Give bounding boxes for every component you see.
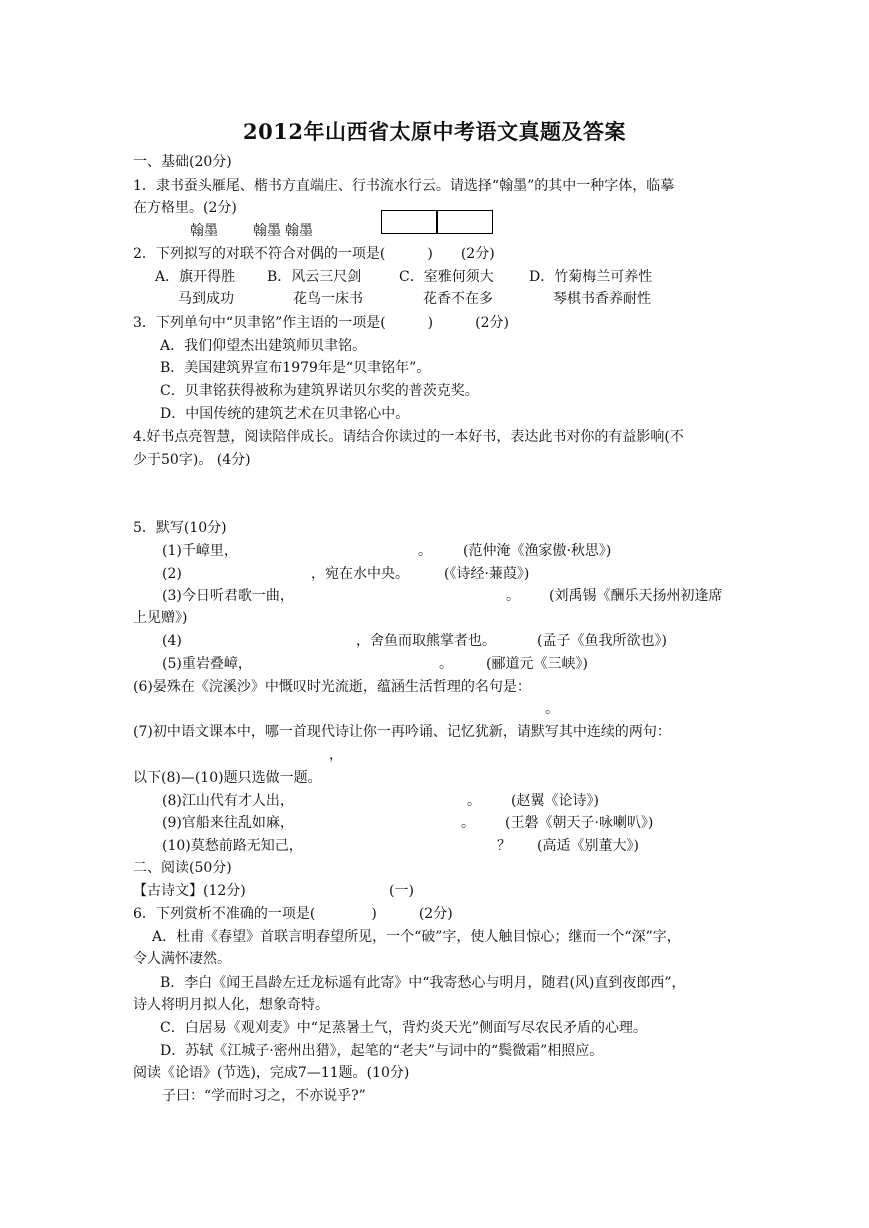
fill-blank-line: ，宛在水中央。	[311, 566, 409, 582]
fill-blank-line: 。	[506, 588, 520, 604]
fill-blank-line: (2)	[162, 566, 182, 582]
question-text: 3．下列单句中“贝聿铭”作主语的一项是( ) (2分)	[133, 315, 509, 331]
writing-grid-cell	[437, 210, 493, 234]
source-citation: (赵翼《论诗》)	[511, 793, 599, 809]
writing-grid-cell	[381, 210, 437, 234]
fill-blank-line: ，	[329, 747, 343, 763]
option-text: B．李白《闻王昌龄左迁龙标遥有此寄》中“我寄愁心与明月，随君(风)直到夜郎西”，	[160, 975, 686, 991]
question-text: 少于50字)。 (4分)	[133, 452, 251, 468]
option-text: D．中国传统的建筑艺术在贝聿铭心中。	[160, 406, 410, 422]
option-text: C．贝聿铭获得被称为建筑界诺贝尔奖的普茨克奖。	[160, 383, 479, 399]
source-citation: (孟子《鱼我所欲也》)	[537, 633, 667, 649]
source-citation: (高适《别董大》)	[537, 838, 639, 854]
option-text: 琴棋书香养耐性	[553, 291, 651, 307]
fill-blank-line: (1)千嶂里，	[162, 543, 238, 559]
source-citation: (范仲淹《渔家傲·秋思》)	[463, 543, 612, 559]
fill-blank-line: ，舍鱼而取熊掌者也。	[356, 633, 496, 649]
sample-characters: 翰墨	[285, 223, 313, 239]
question-text: 4.好书点亮智慧，阅读陪伴成长。请结合你读过的一本好书，表达此书对你的有益影响(不	[133, 429, 684, 445]
option-text: D．苏轼《江城子·密州出猎》，起笔的“老夫”与词中的“鬓微霜”相照应。	[160, 1043, 604, 1059]
source-citation: (王磐《朝天子·咏喇叭》)	[505, 815, 654, 831]
reading-instruction: 阅读《论语》(节选)，完成7—11题。(10分)	[133, 1065, 410, 1081]
question-text: 2．下列拟写的对联不符合对偶的一项是( ) (2分)	[133, 246, 495, 262]
option-text: 花鸟一床书	[293, 291, 363, 307]
source-citation: (《诗经·蒹葭》)	[444, 566, 530, 582]
subsection-heading: 【古诗文】(12分)	[133, 883, 246, 899]
fill-blank-line: (3)今日听君歌一曲，	[162, 588, 294, 604]
option-text: A．旗开得胜	[155, 269, 236, 285]
option-text: B．风云三尺剑	[267, 269, 362, 285]
source-citation: 上见赠》)	[133, 610, 188, 626]
question-text: 1．隶书蚕头雁尾、楷书方直端庄、行书流水行云。请选择“翰墨”的其中一种字体，临摹	[133, 178, 675, 194]
fill-blank-line: (10)莫愁前路无知己，	[162, 838, 303, 854]
option-text: 令人满怀凄然。	[133, 951, 231, 967]
option-text: C．室雅何须大	[399, 269, 494, 285]
option-text: 马到成功	[178, 291, 234, 307]
option-text: D．竹菊梅兰可养性	[529, 269, 653, 285]
sample-characters: 翰墨	[190, 223, 218, 239]
option-text: C．白居易《观刈麦》中“足蒸暑土气，背灼炎天光”侧面写尽农民矛盾的心理。	[160, 1020, 648, 1036]
option-text: A．杜甫《春望》首联言明春望所见，一个“破”字，使人触目惊心；继而一个“深”字，	[152, 929, 681, 945]
question-text: 在方格里。(2分)	[133, 200, 237, 216]
page-title: 2012年山西省太原中考语文真题及答案	[243, 119, 626, 144]
option-text: 花香不在多	[423, 291, 493, 307]
question-text: 以下(8)—(10)题只选做一题。	[133, 770, 322, 786]
fill-blank-line: ？	[497, 838, 511, 854]
fill-blank-line: (8)江山代有才人出，	[162, 793, 294, 809]
option-text: B．美国建筑界宣布1979年是“贝聿铭年”。	[160, 360, 431, 376]
question-text: 6．下列赏析不准确的一项是( ) (2分)	[133, 906, 453, 922]
fill-blank-line: 。	[467, 793, 481, 809]
option-text: 诗人将明月拟人化，想象奇特。	[133, 997, 329, 1013]
subsection-number: (一)	[389, 883, 414, 899]
sample-characters: 翰墨	[253, 223, 281, 239]
section-heading: 一、基础(20分)	[133, 154, 232, 170]
question-text: 5．默写(10分)	[133, 520, 227, 536]
source-citation: (刘禹锡《酬乐天扬州初逢席	[549, 588, 723, 604]
fill-blank-line: 。	[439, 656, 453, 672]
fill-blank-line: (4)	[162, 633, 182, 649]
source-citation: (郦道元《三峡》)	[486, 656, 588, 672]
fill-blank-line: (9)官船来往乱如麻，	[162, 815, 294, 831]
fill-blank-line: (5)重岩叠嶂，	[162, 656, 252, 672]
question-text: (7)初中语文课本中，哪一首现代诗让你一再吟诵、记忆犹新，请默写其中连续的两句：	[133, 724, 671, 740]
fill-blank-line: 。	[418, 543, 432, 559]
fill-blank-line: 。	[545, 701, 559, 717]
fill-blank-line: 。	[461, 815, 475, 831]
passage-text: 子曰：“学而时习之，不亦说乎?”	[162, 1088, 366, 1104]
option-text: A．我们仰望杰出建筑师贝聿铭。	[160, 338, 367, 354]
question-text: (6)晏殊在《浣溪沙》中慨叹时光流逝，蕴涵生活哲理的名句是：	[133, 679, 531, 695]
section-heading: 二、阅读(50分)	[133, 860, 232, 876]
